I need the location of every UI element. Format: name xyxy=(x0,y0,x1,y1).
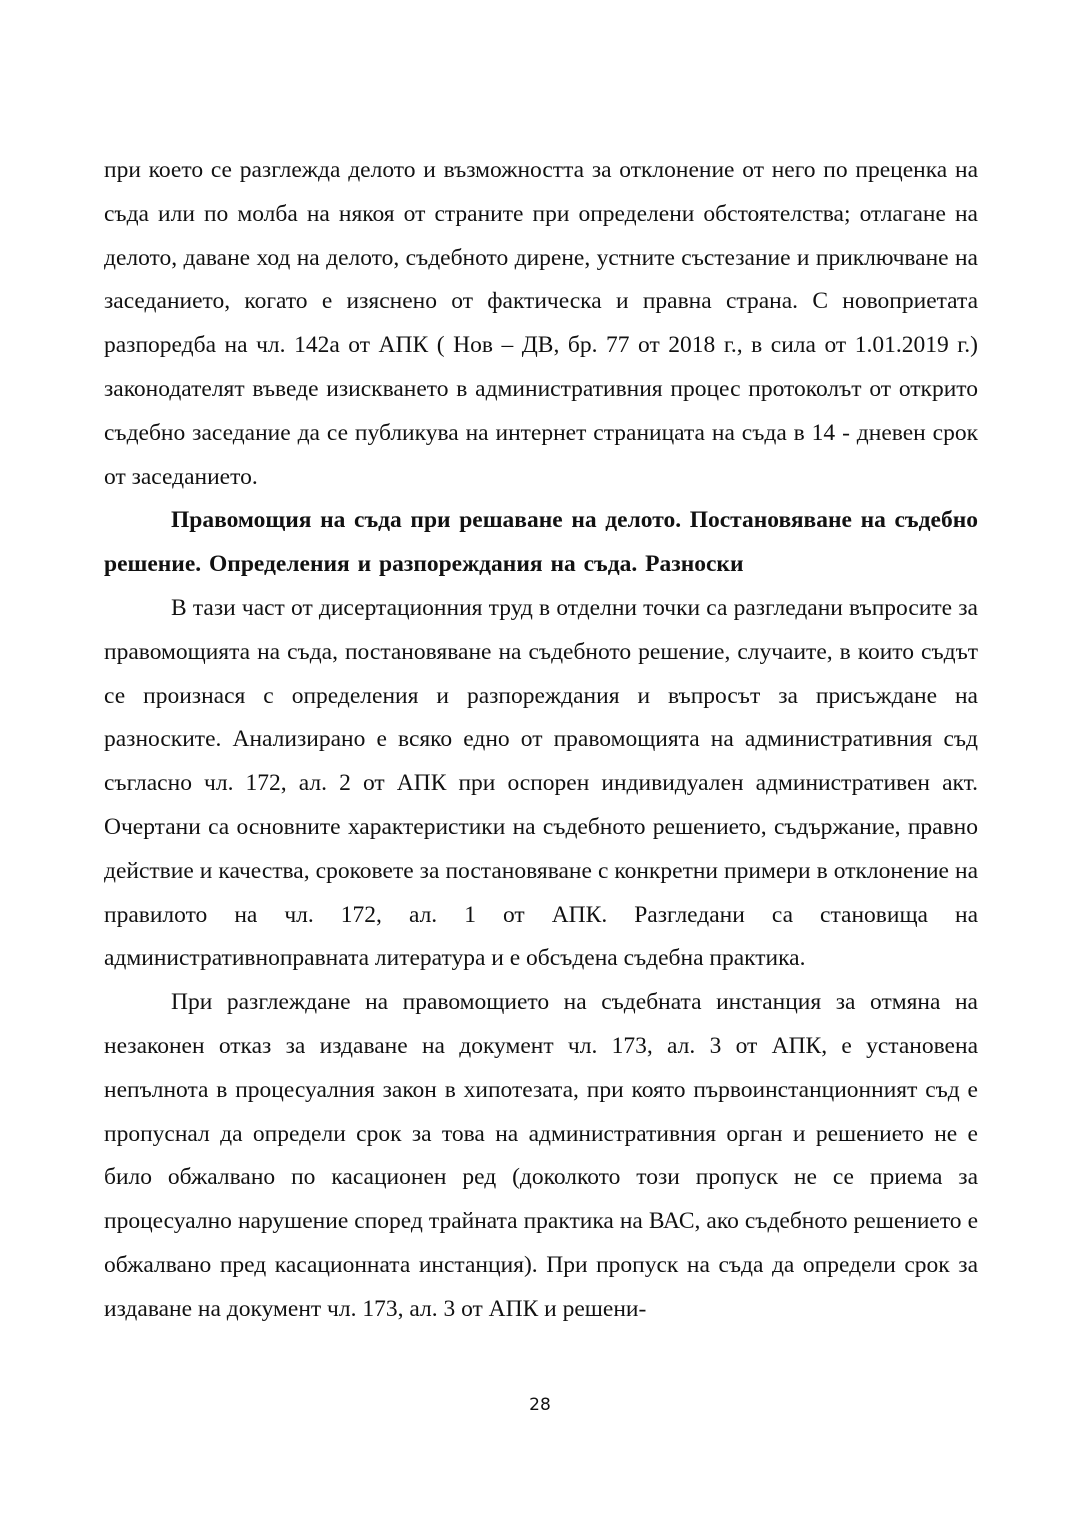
page-number: 28 xyxy=(529,1395,551,1415)
section-heading: Правомощия на съда при решаване на делото. Постановяване на съдебно решение. Определения и разпореждания на съда. Разноски xyxy=(104,507,978,578)
paragraph-refusal-annulment: При разглеждане на правомощието на съдебната инстанция за отмяна на незаконен отказ за издаване на документ чл. 173, ал. 3 от АПК, е установена непълнота в процесуалния закон в хипотезата, при която първоинстанционният съд е пропуснал да определи срок за това на административния орган и решението не е било обжалвано по касационен ред (доколкото този пропуск не се приема за процесуално нарушение според трайната практика на ВАС, ако съдебното решението е обжалвано пред касационната инстанция). При пропуск на съда да определи срок за издаване на документ чл. 173, ал. 3 от АПК и решени- xyxy=(104,989,978,1322)
body-text xyxy=(104,149,978,1332)
paragraph-court-session-procedure: при което се разглежда делото и възможността за отклонение от него по преценка на съда или по молба на някоя от страните при определени обстоятелства; отлагане на делото, даване ход на делото, съдебното дирене, устните състезание и приключване на заседанието, когато е изяснено от фактическа и правна страна. С новоприетата разпоредба на чл. 142а от АПК ( Нов – ДВ, бр. 77 от 2018 г., в сила от 1.01.2019 г.) законодателят въведе изискването в административния процес протоколът от открито съдебно заседание да се публикува на интернет страницата на съда в 14 - дневен срок от заседанието. xyxy=(104,157,978,490)
paragraph-court-powers-overview: В тази част от дисертационния труд в отделни точки са разгледани въпросите за правомощията на съда, постановяване на съдебното решение, случаите, в които съдът се произнася с определения и разпореждания и въпросът за присъждане на разноските. Анализирано е всяко едно от правомощията на административния съд съгласно чл. 172, ал. 2 от АПК при оспорен индивидуален административен акт. Очертани са основните характеристики на съдебното решението, съдържание, правно действие и качества, сроковете за постановяване с конкретни примери в отклонение на правилото на чл. 172, ал. 1 от АПК. Разгледани са становища на административноправната литература и е обсъдена съдебна практика. xyxy=(104,594,978,972)
